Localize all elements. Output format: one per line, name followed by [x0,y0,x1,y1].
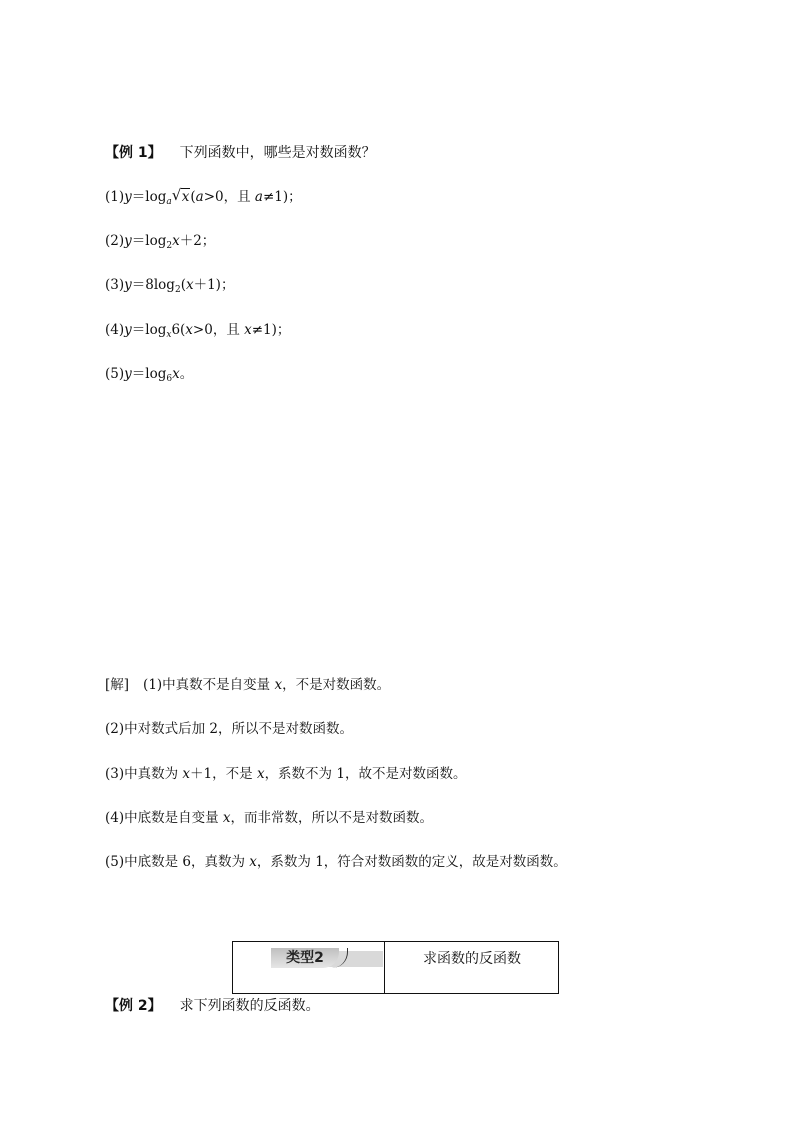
var-y: y [124,189,132,205]
var-y: y [124,233,132,249]
var-x: x [172,233,180,249]
example-prompt: 求下列函数的反函数。 [179,998,320,1014]
solution-text: ，系数为 1，符合对数函数的定义，故是对数函数。 [256,854,567,870]
example-label: 【例 2】 [105,998,162,1014]
var-x: x [185,277,194,293]
log-base: x [166,330,172,340]
example-prompt: 下列函数中，哪些是对数函数？ [179,145,376,161]
condition-text: ≠1)； [262,189,302,205]
equation-text: ＝log [131,189,167,205]
condition-text: >0，且 [192,322,245,338]
var-x: x [172,366,180,382]
item-number: (1) [105,189,125,205]
radicand: x [181,189,190,205]
item-number: (3) [105,277,125,293]
var-x: x [244,322,252,338]
var-x: x [182,766,191,782]
solution-line [105,852,567,872]
equation-text: ＝log [131,233,167,249]
solution-text: ，不是对数函数。 [282,677,391,693]
list-item [105,275,234,295]
var-x: x [185,322,193,338]
item-number: (4) [105,322,125,338]
var-a: a [195,189,204,205]
list-item [105,231,215,251]
equation-text: ＝8log [131,277,175,293]
solution-text: (4)中底数是自变量 [105,810,223,826]
solution-line [105,719,353,739]
type-heading-box [232,941,559,994]
sqrt-expression [172,187,191,207]
log-base: 2 [166,241,173,251]
var-x: x [274,677,283,693]
condition-text: >0，且 [203,189,255,205]
var-y: y [124,322,132,338]
equation-text: 。 [179,366,194,382]
solution-text: ，而非常数，所以不是对数函数。 [230,810,434,826]
solution-text: (5)中底数是 6，真数为 [105,854,250,870]
var-x: x [256,766,265,782]
item-number: (5) [105,366,125,382]
item-number: (2) [105,233,125,249]
example-1-heading [105,143,376,163]
equation-text: ＝log [131,322,167,338]
list-item [105,364,193,384]
solution-text: (3)中真数为 [105,766,183,782]
equation-text: ＋2； [179,233,216,249]
var-y: y [124,366,132,382]
var-x: x [249,854,257,870]
equation-text: 6( [171,322,186,338]
solution-text: (2)中对数式后加 2，所以不是对数函数。 [105,721,354,737]
equation-text: ( [190,189,196,205]
solution-line [105,764,466,784]
condition-text: ≠1)； [251,322,291,338]
equation-text: ( [180,277,186,293]
var-x: x [222,810,231,826]
solution-text: ＋1，不是 [190,766,257,782]
solution-text: (1)中真数不是自变量 [143,677,275,693]
solution-line [105,808,433,828]
log-base: 2 [174,285,181,295]
example-label: 【例 1】 [105,145,162,161]
equation-text: ＋1)； [193,277,235,293]
equation-text: ＝log [131,366,167,382]
solution-line [105,675,390,695]
type-title: 求函数的反函数 [423,951,521,967]
list-item [105,187,302,207]
type-tag: 类型2 [271,948,339,968]
log-base: 6 [166,374,173,384]
example-2-heading [105,996,320,1016]
log-base: a [166,197,172,207]
list-item [105,320,290,340]
solution-text: ，系数不为 1，故不是对数函数。 [264,766,467,782]
solution-label: [解] [105,677,130,693]
var-y: y [124,277,132,293]
var-a: a [254,189,263,205]
radical-sign: √ [171,186,182,204]
